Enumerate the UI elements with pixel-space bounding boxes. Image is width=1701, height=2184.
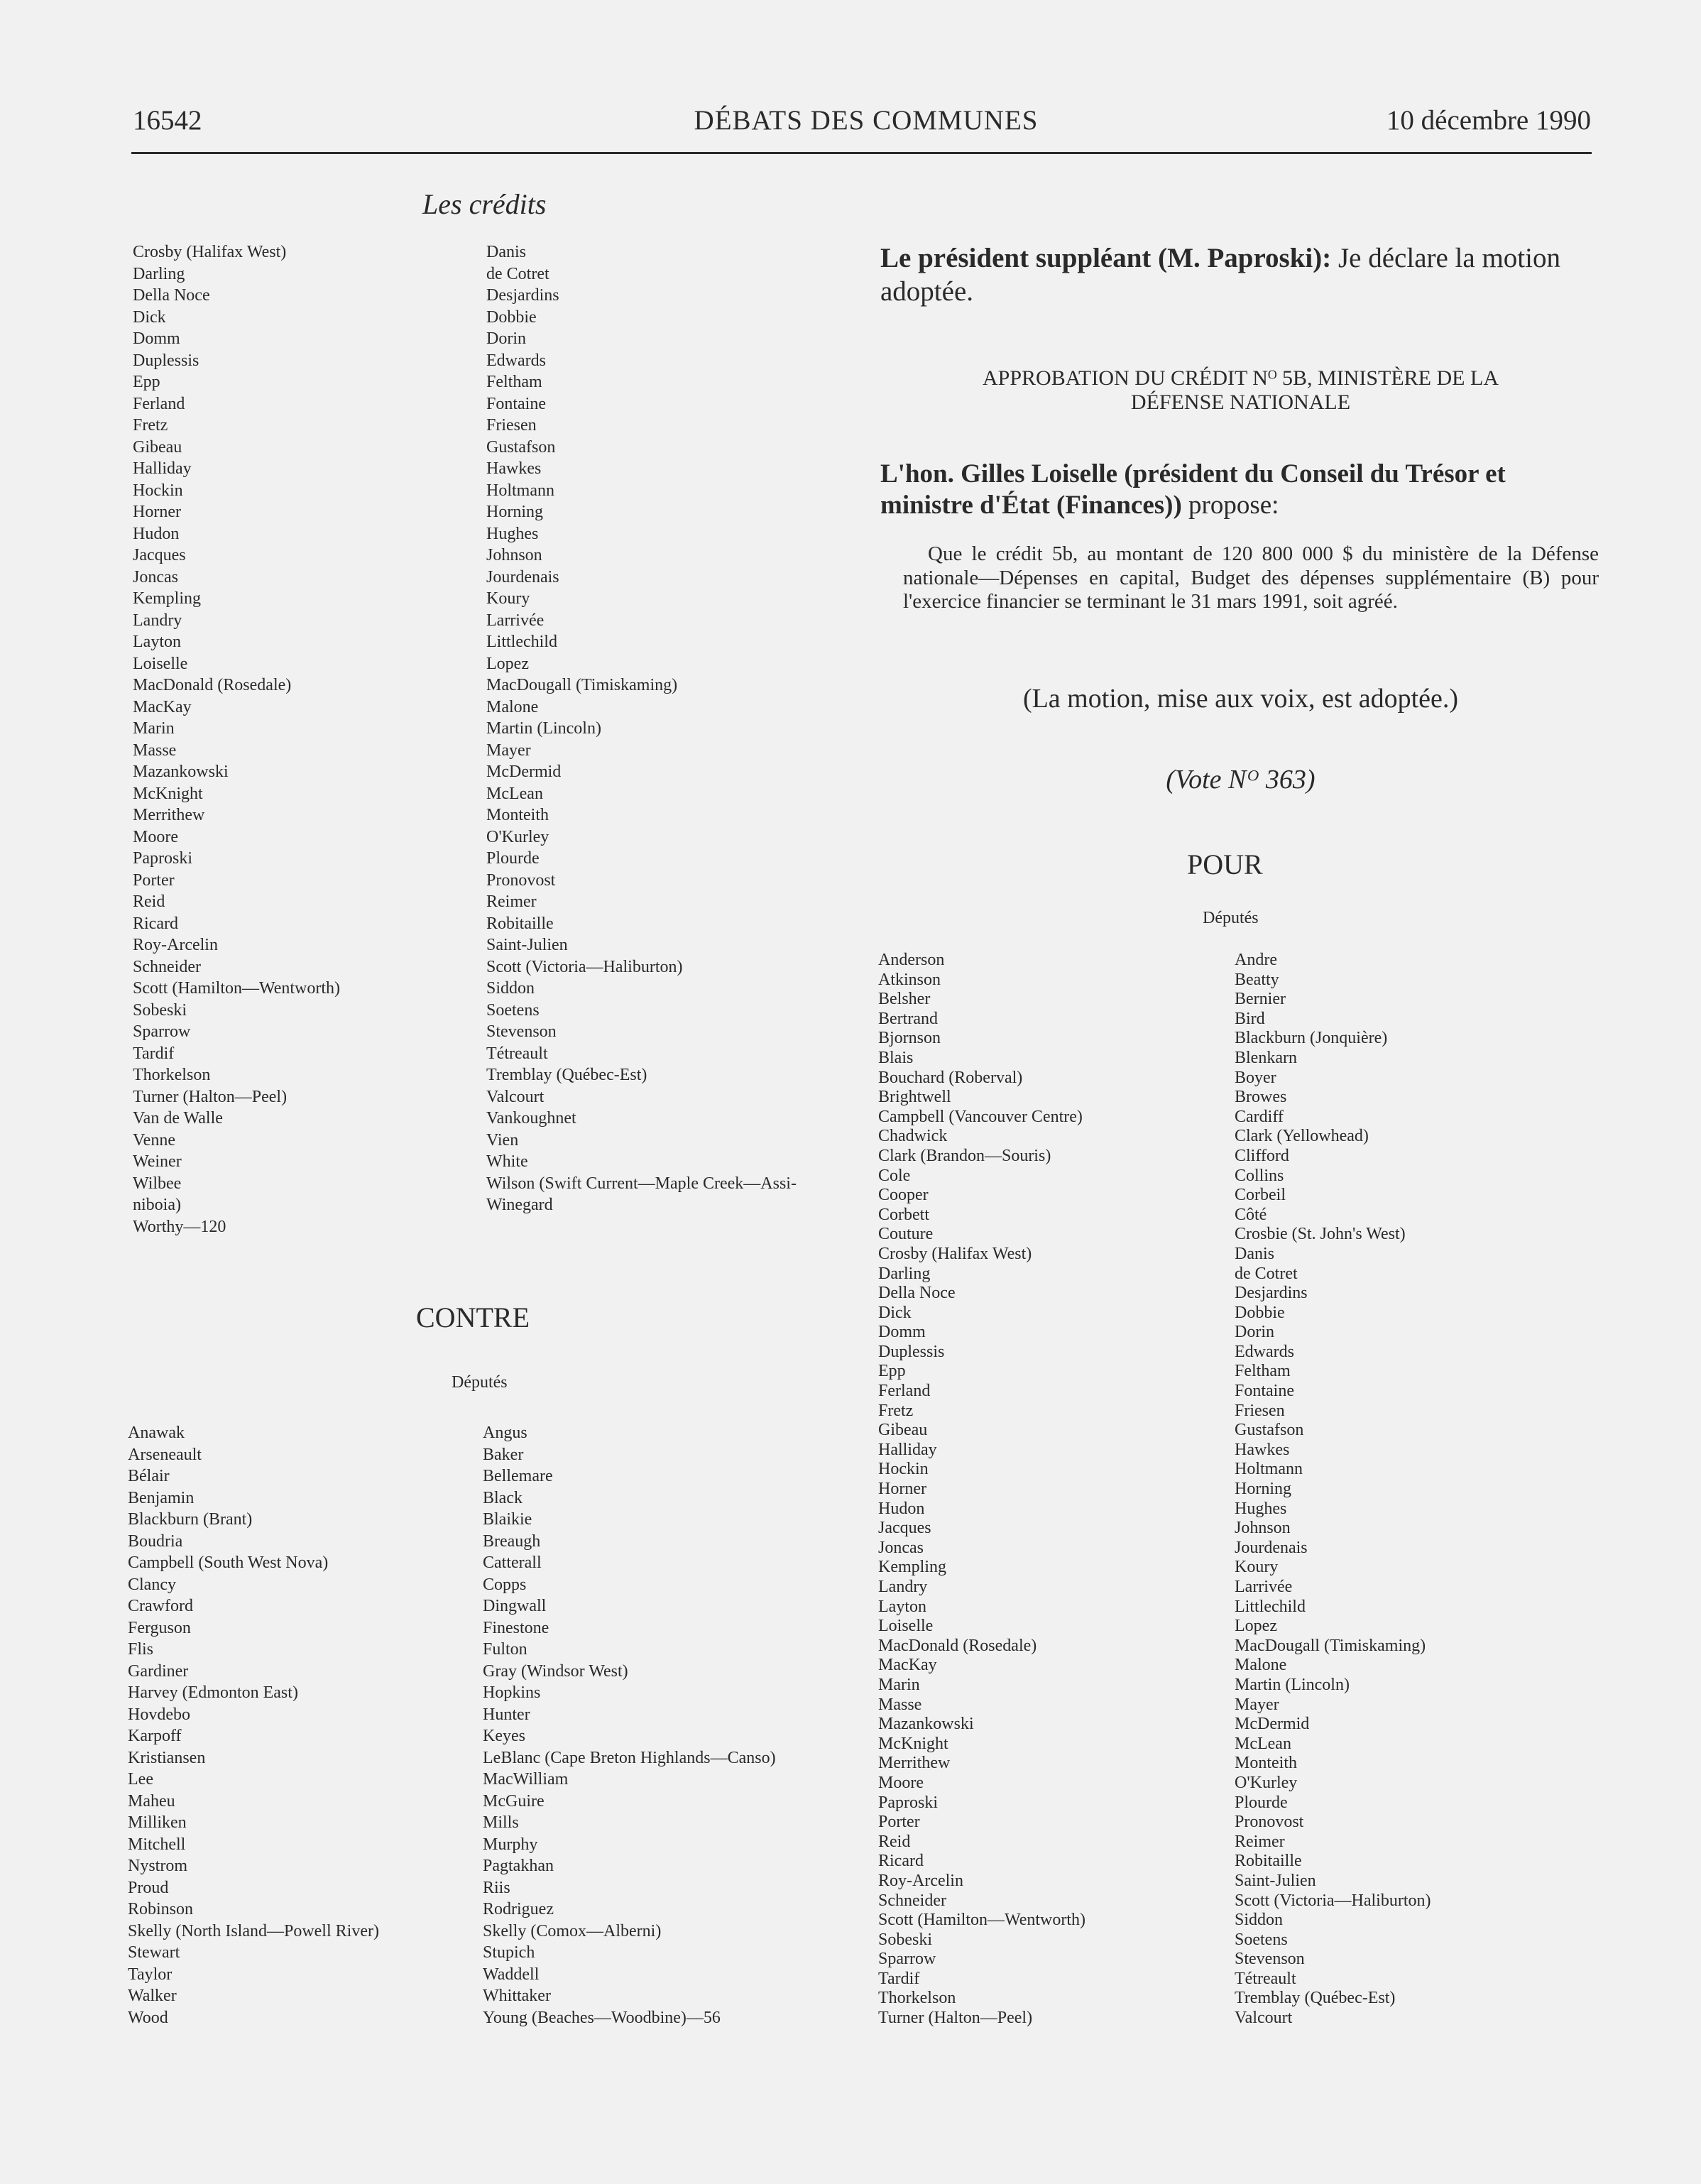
member-name: Wilson (Swift Current—Maple Creek—Assi- <box>486 1174 797 1193</box>
member-name: Malone <box>486 697 539 716</box>
member-name: Schneider <box>878 1891 946 1910</box>
member-name: Martin (Lincoln) <box>486 719 601 738</box>
member-name: Reid <box>878 1832 911 1851</box>
member-name: Bertrand <box>878 1009 938 1028</box>
member-name: Couture <box>878 1225 934 1244</box>
member-name: Turner (Halton—Peel) <box>878 2009 1033 2028</box>
member-name: Hughes <box>1235 1499 1287 1518</box>
member-name: Masse <box>133 741 177 760</box>
page-number: 16542 <box>133 105 202 136</box>
member-name: Paproski <box>878 1793 938 1812</box>
member-name: Maheu <box>128 1791 175 1811</box>
member-name: Moore <box>878 1773 924 1792</box>
member-name: Horning <box>1235 1480 1291 1499</box>
member-name: Thorkelson <box>878 1989 956 2008</box>
pour-subheading: Députés <box>1203 909 1259 927</box>
member-name: Stevenson <box>486 1022 557 1041</box>
member-name: Stupich <box>483 1943 535 1962</box>
member-name: Johnson <box>486 546 542 564</box>
member-name: Ricard <box>133 914 178 933</box>
member-name: LeBlanc (Cape Breton Highlands—Canso) <box>483 1748 776 1767</box>
member-name: Angus <box>483 1424 527 1442</box>
member-name: Holtmann <box>1235 1460 1303 1479</box>
member-name: Corbeil <box>1235 1186 1286 1205</box>
member-name: Dobbie <box>486 307 537 327</box>
member-name: McDermid <box>486 763 562 781</box>
credits-right-list <box>486 241 797 1216</box>
member-name: Hopkins <box>483 1683 541 1702</box>
member-name: Chadwick <box>878 1127 948 1146</box>
member-name: Bernier <box>1235 990 1286 1009</box>
approval-heading-line1: APPROBATION DU CRÉDIT Nᴼ 5B, MINISTÈRE DE LA <box>982 366 1499 390</box>
member-name: Dorin <box>486 329 526 348</box>
member-name: Layton <box>133 633 181 651</box>
member-name: Cole <box>878 1166 911 1185</box>
member-name: Hawkes <box>1235 1440 1290 1459</box>
member-name: Pronovost <box>486 870 556 890</box>
member-name: Breaugh <box>483 1531 541 1551</box>
member-name: Dick <box>878 1303 912 1322</box>
member-name: Keyes <box>483 1727 525 1745</box>
member-name: Gray (Windsor West) <box>483 1661 628 1681</box>
member-name: Reid <box>133 892 165 911</box>
member-name: Johnson <box>1235 1519 1291 1538</box>
member-name: Gustafson <box>486 437 556 457</box>
member-name: Cardiff <box>1235 1107 1284 1126</box>
member-name: Campbell (South West Nova) <box>128 1554 329 1572</box>
member-name: Siddon <box>486 979 535 998</box>
member-name: Fulton <box>483 1640 527 1659</box>
credits-heading: Les crédits <box>422 188 547 220</box>
member-name: Sobeski <box>133 1000 187 1020</box>
member-name: Gibeau <box>133 437 182 457</box>
member-name: Ferland <box>133 394 185 413</box>
member-name: Jacques <box>133 546 186 564</box>
member-name: Andre <box>1235 951 1277 969</box>
member-name: Dick <box>133 307 166 327</box>
member-name: Masse <box>878 1695 922 1714</box>
member-name: Siddon <box>1235 1911 1284 1930</box>
member-name: Browes <box>1235 1088 1287 1107</box>
member-name: Finestone <box>483 1618 549 1637</box>
member-name: Taylor <box>128 1965 173 1984</box>
member-name: Koury <box>1235 1558 1279 1577</box>
member-name: Blais <box>878 1048 914 1067</box>
member-name: Roy-Arcelin <box>133 936 218 954</box>
member-name: Clark (Yellowhead) <box>1235 1127 1369 1146</box>
member-name: Hudon <box>878 1499 925 1518</box>
member-name: Moore <box>133 827 178 846</box>
header-rule <box>131 152 1592 154</box>
member-name: Atkinson <box>878 970 941 989</box>
member-name: Valcourt <box>486 1087 545 1106</box>
member-name: McLean <box>1235 1734 1291 1753</box>
mover-name: L'hon. Gilles Loiselle (président du Conseil du Trésor et ministre d'État (Finances)) <box>880 459 1506 520</box>
member-name: Vien <box>486 1130 519 1150</box>
member-name: Corbett <box>878 1205 929 1224</box>
member-name: Cooper <box>878 1186 929 1205</box>
member-name: Friesen <box>486 416 537 435</box>
member-name: Plourde <box>486 849 540 868</box>
member-name: Layton <box>878 1597 926 1616</box>
member-name: Wood <box>128 2008 168 2027</box>
member-name: de Cotret <box>1235 1264 1298 1283</box>
member-name: Marin <box>878 1675 920 1694</box>
member-name: Halliday <box>133 459 192 478</box>
member-name: Brightwell <box>878 1088 951 1107</box>
member-name: McLean <box>486 784 543 803</box>
publication-date: 10 décembre 1990 <box>1386 105 1591 136</box>
member-name: Robinson <box>128 1900 194 1918</box>
member-name: Reimer <box>1235 1832 1285 1851</box>
member-name: Duplessis <box>133 351 199 370</box>
member-name: McDermid <box>1235 1715 1310 1734</box>
member-name: Venne <box>133 1130 175 1150</box>
member-name: Dobbie <box>1235 1303 1285 1322</box>
member-name: Catterall <box>483 1554 542 1572</box>
member-name: Gibeau <box>878 1421 928 1440</box>
member-name: MacKay <box>878 1656 937 1675</box>
member-name: Arseneault <box>128 1445 202 1464</box>
member-name: Reimer <box>486 892 537 911</box>
contre-left-list <box>128 1422 379 2029</box>
member-name: Weiner <box>133 1152 182 1171</box>
member-name: Hawkes <box>486 459 542 478</box>
member-name: Dorin <box>1235 1323 1274 1342</box>
member-name: Beatty <box>1235 970 1279 989</box>
member-name: Gustafson <box>1235 1421 1304 1440</box>
member-name: Porter <box>878 1813 920 1832</box>
member-name: Fretz <box>878 1401 914 1420</box>
member-name: Martin (Lincoln) <box>1235 1675 1350 1694</box>
member-name: Young (Beaches—Woodbine)—56 <box>483 2008 721 2027</box>
member-name: Van de Walle <box>133 1109 223 1128</box>
member-name: de Cotret <box>486 264 549 283</box>
member-name: Friesen <box>1235 1401 1285 1420</box>
member-name: White <box>486 1152 528 1171</box>
member-name: Lee <box>128 1770 153 1789</box>
member-name: Paproski <box>133 849 192 868</box>
mover-text: propose: <box>1181 491 1279 520</box>
member-name: Blaikie <box>483 1510 532 1529</box>
member-name: Skelly (North Island—Powell River) <box>128 1921 379 1940</box>
member-name: Stewart <box>128 1943 180 1962</box>
contre-right-list <box>483 1422 776 2029</box>
member-name: Joncas <box>133 567 178 586</box>
member-name: Wilbee <box>133 1174 182 1193</box>
member-name: Scott (Hamilton—Wentworth) <box>878 1911 1086 1930</box>
member-name: Hockin <box>878 1460 929 1479</box>
member-name: niboia) <box>133 1196 181 1214</box>
member-name: Thorkelson <box>133 1066 211 1084</box>
member-name: Bellemare <box>483 1467 553 1485</box>
member-name: Vankoughnet <box>486 1109 576 1128</box>
mover-paragraph <box>880 459 1601 521</box>
member-name: Kristiansen <box>128 1748 206 1767</box>
member-name: Blackburn (Jonquière) <box>1235 1029 1388 1048</box>
member-name: Fontaine <box>1235 1382 1294 1401</box>
member-name: Anderson <box>878 951 945 969</box>
member-name: Nystrom <box>128 1857 187 1875</box>
resolution-text: Que le crédit 5b, au montant de 120 800 000 $ du ministère de la Défense nationale—Dépenses en capital, Budget des dépenses supplémentaire (B) pour l'exercice financier se terminant le 31 mars 1991, soit agréé. <box>903 542 1599 613</box>
member-name: Soetens <box>1235 1930 1288 1949</box>
member-name: Crawford <box>128 1597 193 1615</box>
member-name: Sparrow <box>878 1950 936 1969</box>
member-name: Joncas <box>878 1538 924 1557</box>
member-name: Mayer <box>1235 1695 1279 1714</box>
member-name: Murphy <box>483 1835 538 1854</box>
member-name: Feltham <box>486 373 542 391</box>
member-name: Porter <box>133 870 175 890</box>
member-name: Jourdenais <box>486 567 559 586</box>
member-name: Ricard <box>878 1852 924 1871</box>
member-name: Mills <box>483 1813 519 1832</box>
member-name: Desjardins <box>486 286 559 305</box>
member-name: Desjardins <box>1235 1284 1308 1303</box>
member-name: Landry <box>878 1578 928 1596</box>
member-name: Benjamin <box>128 1488 195 1507</box>
member-name: MacDonald (Rosedale) <box>133 676 292 694</box>
member-name: Hunter <box>483 1705 530 1724</box>
member-name: Black <box>483 1488 523 1507</box>
member-name: Crosbie (St. John's West) <box>1235 1225 1406 1244</box>
member-name: Stevenson <box>1235 1950 1305 1969</box>
member-name: Gardiner <box>128 1661 189 1681</box>
member-name: Bjornson <box>878 1029 941 1048</box>
member-name: McKnight <box>878 1734 948 1753</box>
member-name: Lopez <box>1235 1617 1277 1636</box>
member-name: McGuire <box>483 1791 545 1811</box>
member-name: Littlechild <box>486 633 557 651</box>
member-name: Mayer <box>486 741 531 760</box>
speaker-name: Le président suppléant (M. Paproski): <box>880 243 1332 273</box>
member-name: Skelly (Comox—Alberni) <box>483 1921 662 1940</box>
member-name: Loiselle <box>878 1617 934 1636</box>
member-name: Jourdenais <box>1235 1538 1308 1557</box>
member-name: Epp <box>133 373 160 391</box>
member-name: Walker <box>128 1987 177 2005</box>
member-name: Fontaine <box>486 394 546 413</box>
member-name: Milliken <box>128 1813 187 1832</box>
member-name: MacWilliam <box>483 1770 569 1789</box>
member-name: Domm <box>878 1323 926 1342</box>
member-name: Robitaille <box>486 914 554 933</box>
member-name: Belsher <box>878 990 931 1009</box>
member-name: Mitchell <box>128 1835 186 1854</box>
member-name: Malone <box>1235 1656 1287 1675</box>
member-name: Mazankowski <box>133 763 229 781</box>
member-name: Clifford <box>1235 1146 1289 1165</box>
member-name: Hockin <box>133 481 183 500</box>
credits-left-list <box>133 241 340 1238</box>
member-name: MacDougall (Timiskaming) <box>486 676 678 694</box>
member-name: Tardif <box>133 1044 175 1063</box>
member-name: Scott (Victoria—Haliburton) <box>486 957 683 976</box>
member-name: Hudon <box>133 524 180 543</box>
member-name: Schneider <box>133 957 201 976</box>
member-name: Mazankowski <box>878 1715 974 1734</box>
member-name: Tétreault <box>1235 1969 1296 1988</box>
member-name: Baker <box>483 1445 524 1464</box>
approval-heading-line2: DÉFENSE NATIONALE <box>1130 391 1351 414</box>
pour-right-list <box>1235 951 1431 2029</box>
member-name: MacDonald (Rosedale) <box>878 1636 1037 1655</box>
member-name: MacDougall (Timiskaming) <box>1235 1636 1426 1655</box>
member-name: Horner <box>133 503 181 521</box>
member-name: Clark (Brandon—Souris) <box>878 1146 1051 1165</box>
member-name: Plourde <box>1235 1793 1288 1812</box>
member-name: Boyer <box>1235 1068 1276 1087</box>
member-name: Darling <box>133 264 185 283</box>
member-name: Monteith <box>1235 1754 1297 1773</box>
member-name: Kempling <box>878 1558 946 1577</box>
member-name: Kempling <box>133 589 201 608</box>
member-name: Hughes <box>486 524 539 543</box>
member-name: Landry <box>133 611 182 630</box>
member-name: Scott (Hamilton—Wentworth) <box>133 979 341 998</box>
member-name: Duplessis <box>878 1342 945 1361</box>
member-name: Collins <box>1235 1166 1284 1185</box>
member-name: Horner <box>878 1480 926 1499</box>
pour-heading: POUR <box>1187 848 1263 880</box>
speaker-statement <box>880 241 1601 308</box>
member-name: Darling <box>878 1264 931 1283</box>
member-name: Marin <box>133 719 175 738</box>
member-name: Horning <box>486 503 543 521</box>
member-name: Edwards <box>1235 1342 1294 1361</box>
member-name: Della Noce <box>878 1284 956 1303</box>
member-name: Blackburn (Brant) <box>128 1510 253 1529</box>
member-name: Fretz <box>133 416 168 435</box>
member-name: Feltham <box>1235 1362 1291 1381</box>
member-name: Koury <box>486 589 530 608</box>
member-name: Pagtakhan <box>483 1857 554 1875</box>
contre-heading: CONTRE <box>416 1301 530 1333</box>
member-name: Worthy—120 <box>133 1217 226 1236</box>
member-name: Robitaille <box>1235 1852 1302 1871</box>
member-name: Loiselle <box>133 654 188 673</box>
member-name: Riis <box>483 1878 510 1897</box>
member-name: Turner (Halton—Peel) <box>133 1087 288 1106</box>
member-name: Tremblay (Québec-Est) <box>1235 1989 1396 2008</box>
member-name: Clancy <box>128 1575 176 1594</box>
member-name: Bird <box>1235 1009 1265 1028</box>
member-name: Saint-Julien <box>486 936 568 954</box>
member-name: Bouchard (Roberval) <box>878 1068 1023 1087</box>
member-name: Blenkarn <box>1235 1048 1297 1067</box>
motion-adopted: (La motion, mise aux voix, est adoptée.) <box>1022 684 1459 714</box>
member-name: Hovdebo <box>128 1705 190 1724</box>
member-name: Tardif <box>878 1969 920 1988</box>
member-name: Soetens <box>486 1000 540 1020</box>
member-name: Holtmann <box>486 481 554 500</box>
member-name: Valcourt <box>1235 2009 1293 2028</box>
member-name: Rodriguez <box>483 1900 554 1918</box>
member-name: Copps <box>483 1575 527 1594</box>
member-name: Danis <box>1235 1244 1274 1263</box>
member-name: Campbell (Vancouver Centre) <box>878 1107 1083 1126</box>
member-name: Tétreault <box>486 1044 548 1063</box>
approval-heading <box>880 366 1601 415</box>
member-name: Scott (Victoria—Haliburton) <box>1235 1891 1431 1910</box>
member-name: Edwards <box>486 351 546 370</box>
member-name: Monteith <box>486 806 549 824</box>
member-name: Danis <box>486 243 526 261</box>
member-name: Ferguson <box>128 1618 191 1637</box>
member-name: Merrithew <box>878 1754 951 1773</box>
contre-subheading: Députés <box>452 1373 508 1392</box>
member-name: Saint-Julien <box>1235 1871 1316 1890</box>
member-name: MacKay <box>133 697 192 716</box>
member-name: Karpoff <box>128 1727 182 1745</box>
member-name: Sparrow <box>133 1022 191 1041</box>
member-name: McKnight <box>133 784 203 803</box>
member-name: Proud <box>128 1878 169 1897</box>
member-name: Boudria <box>128 1531 183 1551</box>
member-name: Epp <box>878 1362 906 1381</box>
member-name: Littlechild <box>1235 1597 1306 1616</box>
member-name: Merrithew <box>133 806 205 824</box>
member-name: Domm <box>133 329 180 348</box>
member-name: Lopez <box>486 654 529 673</box>
publication-title: DÉBATS DES COMMUNES <box>694 105 1039 136</box>
member-name: Larrivée <box>486 611 545 630</box>
member-name: Winegard <box>486 1196 553 1214</box>
member-name: Waddell <box>483 1965 540 1984</box>
member-name: Ferland <box>878 1382 931 1401</box>
member-name: Roy-Arcelin <box>878 1871 963 1890</box>
member-name: Della Noce <box>133 286 210 305</box>
member-name: O'Kurley <box>1235 1773 1298 1792</box>
member-name: Anawak <box>128 1424 185 1442</box>
member-name: Sobeski <box>878 1930 933 1949</box>
pour-left-list <box>878 951 1085 2029</box>
member-name: Jacques <box>878 1519 931 1538</box>
vote-number: (Vote Nᴼ 363) <box>1166 765 1316 795</box>
statement-text: Je déclare la motion adoptée. <box>880 243 1560 307</box>
member-name: Crosby (Halifax West) <box>133 243 287 261</box>
member-name: Larrivée <box>1235 1578 1293 1596</box>
member-name: Harvey (Edmonton East) <box>128 1683 298 1702</box>
member-name: Côté <box>1235 1205 1267 1224</box>
member-name: Halliday <box>878 1440 937 1459</box>
member-name: Crosby (Halifax West) <box>878 1244 1032 1263</box>
member-name: Flis <box>128 1640 154 1659</box>
member-name: Pronovost <box>1235 1813 1304 1832</box>
member-name: O'Kurley <box>486 827 549 846</box>
member-name: Whittaker <box>483 1987 551 2005</box>
member-name: Tremblay (Québec-Est) <box>486 1066 647 1084</box>
member-name: Dingwall <box>483 1597 547 1615</box>
member-name: Bélair <box>128 1467 170 1485</box>
